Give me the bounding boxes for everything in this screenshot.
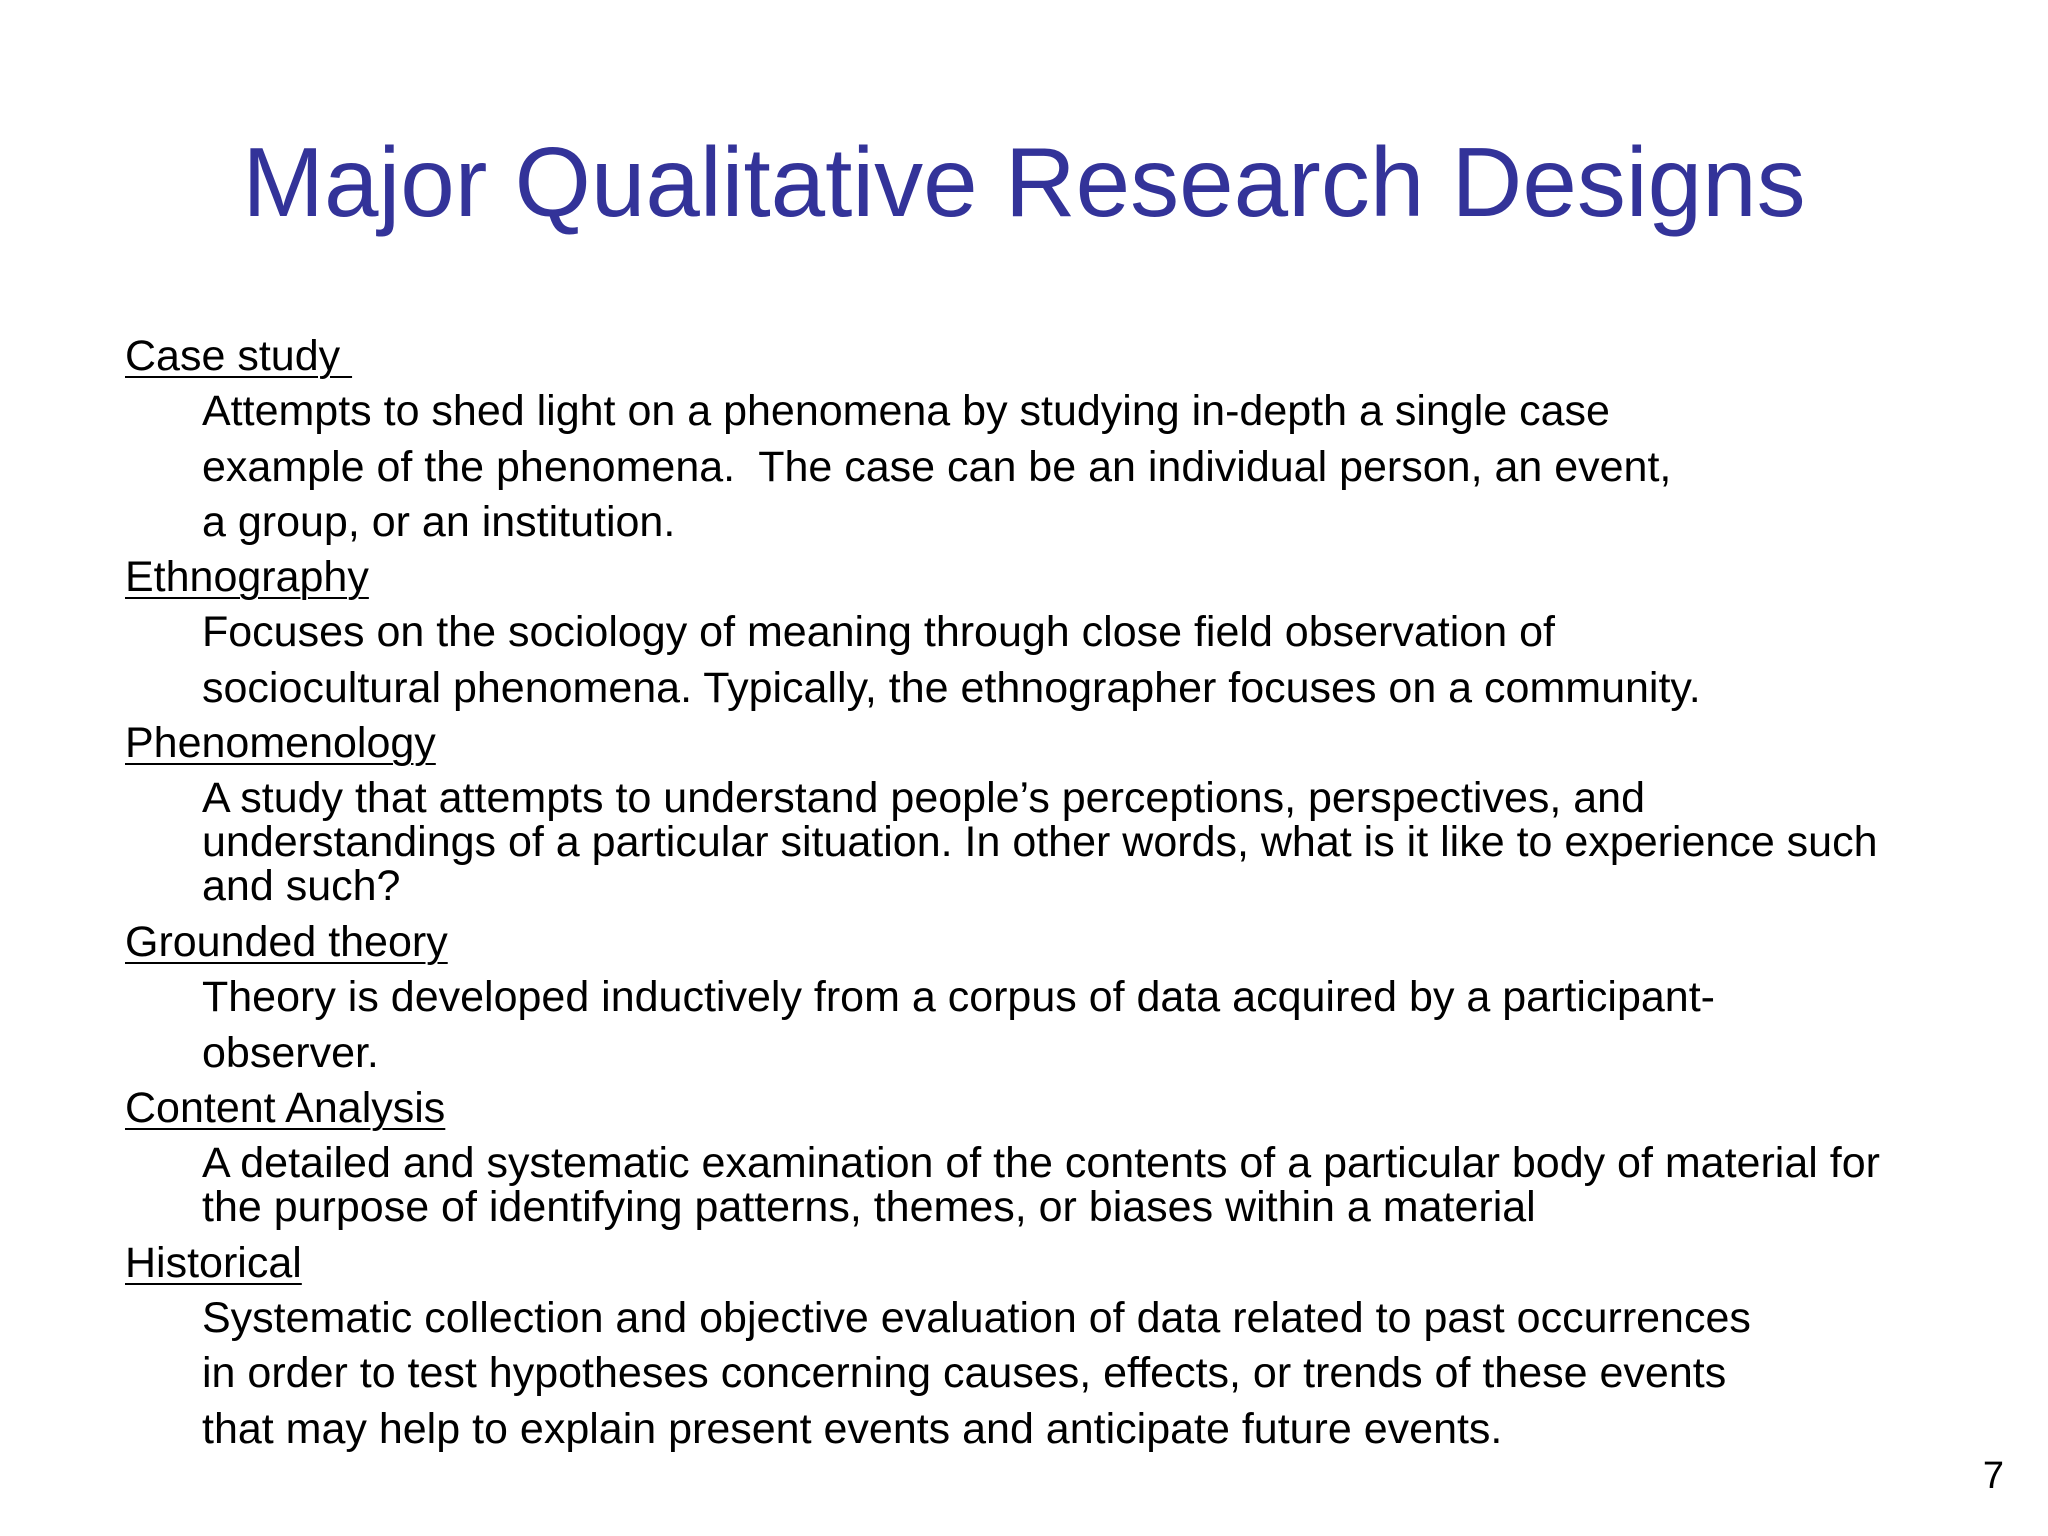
section-text-line: example of the phenomena. The case can be an individual person, an event, xyxy=(202,443,1672,491)
section-text-line: Attempts to shed light on a phenomena by studying in-depth a single case xyxy=(202,387,1610,435)
section-text-line: understandings of a particular situation. In other words, what is it like to experience such xyxy=(202,818,1878,866)
section-text-line: the purpose of identifying patterns, themes, or biases within a material xyxy=(202,1183,1536,1231)
section-text-line: and such? xyxy=(202,862,401,910)
section-text-line: Systematic collection and objective evaluation of data related to past occurrences xyxy=(202,1294,1751,1342)
section-text-line: Theory is developed inductively from a corpus of data acquired by a participant- xyxy=(202,973,1715,1021)
section-heading-grounded-theory: Grounded theory xyxy=(125,918,448,966)
section-heading-phenomenology: Phenomenology xyxy=(125,719,436,767)
page-number: 7 xyxy=(1982,1455,2004,1497)
section-text-line: observer. xyxy=(202,1029,379,1077)
section-text-line: A detailed and systematic examination of the contents of a particular body of material for xyxy=(202,1139,1880,1187)
section-heading-historical: Historical xyxy=(125,1239,302,1287)
section-text-line: Focuses on the sociology of meaning through close field observation of xyxy=(202,608,1555,656)
section-heading-ethnography: Ethnography xyxy=(125,553,369,601)
section-text-line: that may help to explain present events and anticipate future events. xyxy=(202,1405,1503,1453)
slide-title: Major Qualitative Research Designs xyxy=(242,127,1806,237)
section-text-line: in order to test hypotheses concerning causes, effects, or trends of these events xyxy=(202,1349,1727,1397)
section-text-line: sociocultural phenomena. Typically, the ethnographer focuses on a community. xyxy=(202,664,1701,712)
section-heading-case-study: Case study xyxy=(125,332,353,380)
section-text-line: A study that attempts to understand people’s perceptions, perspectives, and xyxy=(202,774,1645,822)
section-text-line: a group, or an institution. xyxy=(202,498,676,546)
section-heading-content-analysis: Content Analysis xyxy=(125,1084,446,1132)
